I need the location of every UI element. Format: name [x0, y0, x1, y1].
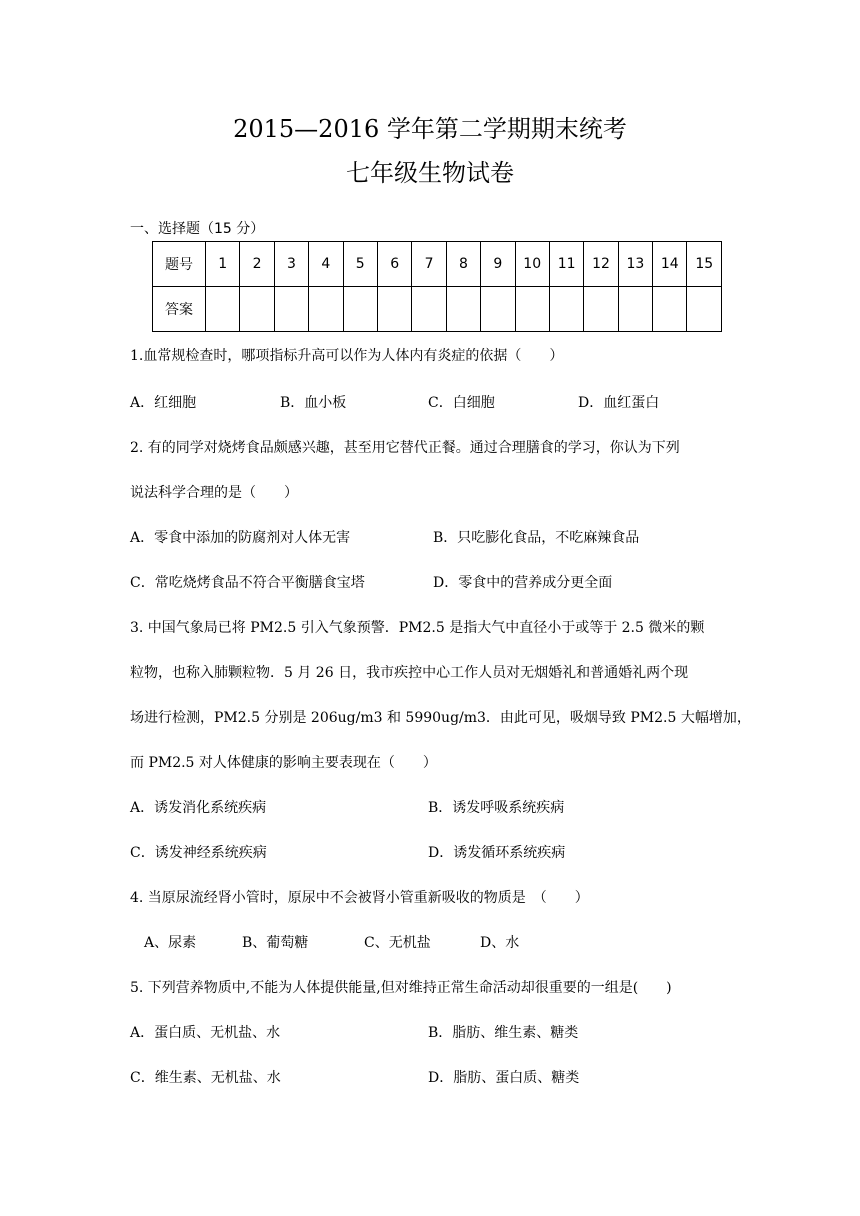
question-4-option-b: B、葡萄糖 [242, 935, 309, 951]
number-cell: 14 [653, 242, 687, 287]
question-3-stem-line-2: 粒物，也称入肺颗粒物．5 月 26 日，我市疾控中心工作人员对无烟婚礼和普通婚礼两个现 [130, 665, 689, 681]
answer-cell[interactable] [412, 287, 446, 332]
number-cell: 1 [206, 242, 240, 287]
answer-row [153, 287, 722, 332]
answer-cell[interactable] [687, 287, 722, 332]
question-5-stem: 5. 下列营养物质中,不能为人体提供能量,但对维持正常生命活动却很重要的一组是( ) [130, 980, 672, 996]
number-cell: 13 [618, 242, 652, 287]
exam-subtitle: 七年级生物试卷 [346, 159, 514, 187]
question-3-option-b: B．诱发呼吸系统疾病 [428, 800, 565, 816]
number-cell: 7 [412, 242, 446, 287]
question-2-option-c: C．常吃烧烤食品不符合平衡膳食宝塔 [130, 575, 365, 591]
number-cell: 15 [687, 242, 722, 287]
number-cell: 8 [446, 242, 480, 287]
question-2-stem-line-2: 说法科学合理的是（ ） [130, 485, 298, 501]
question-5-option-d: D．脂肪、蛋白质、糖类 [428, 1070, 580, 1086]
question-2-option-d: D．零食中的营养成分更全面 [433, 575, 613, 591]
question-1-stem: 1.血常规检查时，哪项指标升高可以作为人体内有炎症的依据（ ） [130, 348, 564, 364]
question-1-option-a: A．红细胞 [130, 395, 197, 411]
answer-cell[interactable] [206, 287, 240, 332]
answer-cell[interactable] [549, 287, 583, 332]
question-2-option-b: B．只吃膨化食品，不吃麻辣食品 [433, 530, 640, 546]
number-cell: 2 [240, 242, 274, 287]
number-cell: 4 [309, 242, 343, 287]
question-2-option-a: A．零食中添加的防腐剂对人体无害 [130, 530, 351, 546]
answer-cell[interactable] [481, 287, 515, 332]
answer-cell[interactable] [274, 287, 308, 332]
question-4-option-d: D、水 [480, 935, 520, 951]
question-3-stem-line-3: 场进行检测，PM2.5 分别是 206ug/m3 和 5990ug/m3．由此可见，吸烟导致 PM2.5 大幅增加， [130, 710, 751, 726]
answer-cell[interactable] [343, 287, 377, 332]
question-1-option-d: D．血红蛋白 [578, 395, 660, 411]
answer-cell[interactable] [618, 287, 652, 332]
question-3-option-d: D．诱发循环系统疾病 [428, 845, 566, 861]
number-cell: 5 [343, 242, 377, 287]
row-label-question-number: 题号 [153, 242, 206, 287]
exam-title: 2015—2016 学年第二学期期末统考 [233, 115, 627, 143]
question-2-stem-line-1: 2. 有的同学对烧烤食品颇感兴趣，甚至用它替代正餐。通过合理膳食的学习，你认为下列 [130, 440, 680, 456]
number-cell: 12 [584, 242, 618, 287]
number-cell: 9 [481, 242, 515, 287]
answer-cell[interactable] [653, 287, 687, 332]
question-4-option-a: A、尿素 [144, 935, 197, 951]
question-4-option-c: C、无机盐 [364, 935, 431, 951]
answer-cell[interactable] [584, 287, 618, 332]
section-heading: 一、选择题（15 分） [130, 221, 265, 237]
question-3-option-a: A．诱发消化系统疾病 [130, 800, 267, 816]
answer-cell[interactable] [446, 287, 480, 332]
answer-table [152, 241, 722, 332]
answer-cell[interactable] [240, 287, 274, 332]
answer-cell[interactable] [377, 287, 411, 332]
question-4-stem: 4. 当原尿流经肾小管时，原尿中不会被肾小管重新吸收的物质是 （ ） [130, 890, 589, 906]
number-cell: 6 [377, 242, 411, 287]
question-1-option-c: C．白细胞 [428, 395, 495, 411]
question-number-row [153, 242, 722, 287]
question-5-option-b: B．脂肪、维生素、糖类 [428, 1025, 579, 1041]
row-label-answer: 答案 [153, 287, 206, 332]
answer-cell[interactable] [515, 287, 549, 332]
answer-cell[interactable] [309, 287, 343, 332]
question-3-option-c: C．诱发神经系统疾病 [130, 845, 267, 861]
number-cell: 3 [274, 242, 308, 287]
number-cell: 10 [515, 242, 549, 287]
question-3-stem-line-4: 而 PM2.5 对人体健康的影响主要表现在（ ） [130, 755, 437, 771]
question-1-option-b: B．血小板 [280, 395, 347, 411]
question-5-option-a: A．蛋白质、无机盐、水 [130, 1025, 281, 1041]
question-5-option-c: C．维生素、无机盐、水 [130, 1070, 281, 1086]
number-cell: 11 [549, 242, 583, 287]
question-3-stem-line-1: 3. 中国气象局已将 PM2.5 引入气象预警．PM2.5 是指大气中直径小于或等于 2.5 微米的颗 [130, 620, 705, 636]
